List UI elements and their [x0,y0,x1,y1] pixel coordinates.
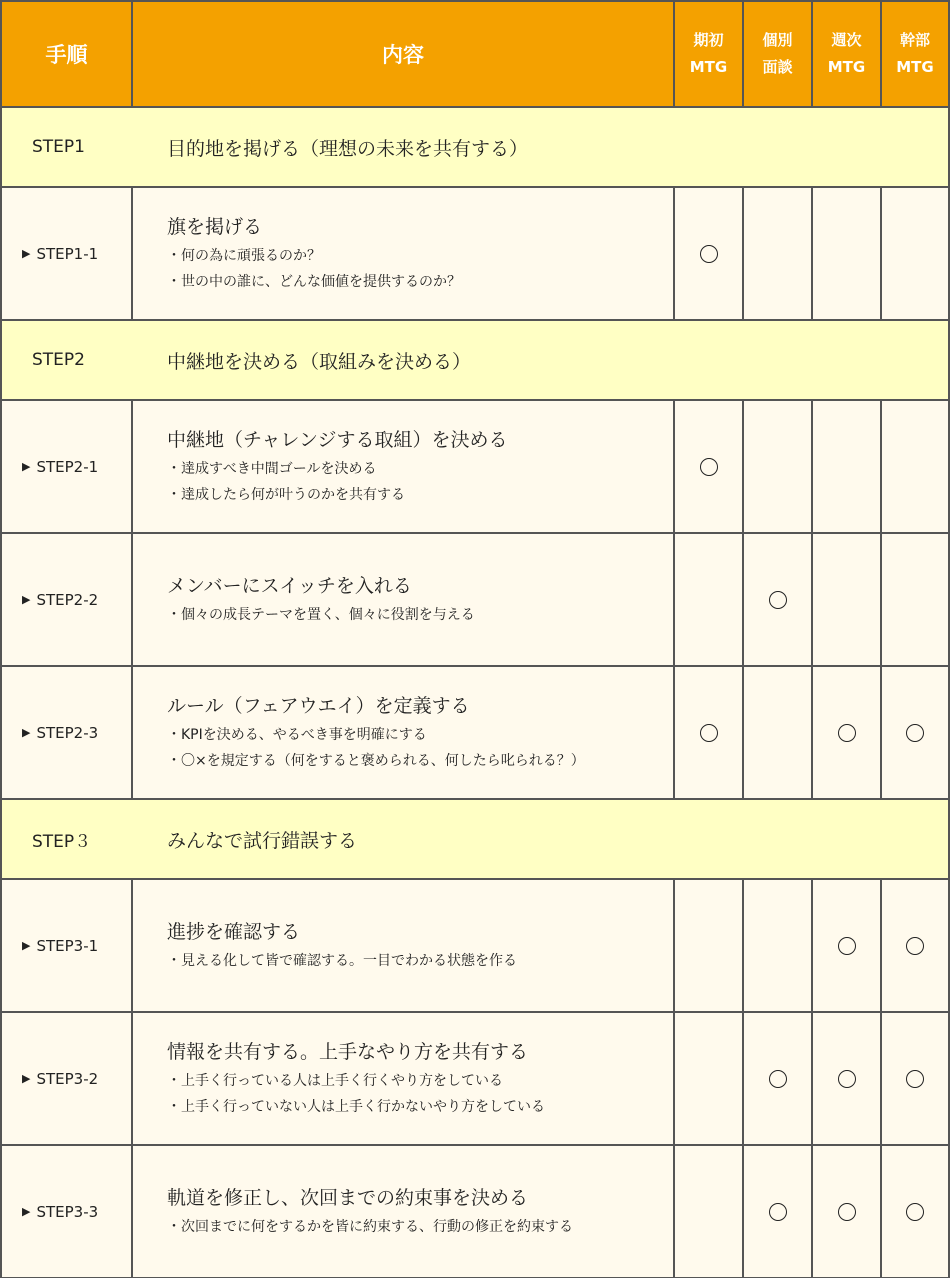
play-arrow-icon: ▶ [22,1072,31,1085]
header-column-line1: 個別 [762,31,793,49]
substep-content-cell [133,401,673,532]
substep-content-cell [133,1146,673,1277]
step-title: 目的地を掲げる（理想の未来を共有する） [167,137,529,160]
substep-bullet: ・KPIを決める、やるべき事を明確にする [167,727,427,743]
header-column-line2: 面談 [762,58,793,76]
substep-bullet: ・達成すべき中間ゴールを決める [167,461,377,477]
substep-title: 中継地（チャレンジする取組）を決める [167,429,508,451]
substep-title: メンバーにスイッチを入れる [167,575,412,597]
step-title: みんなで試行錯誤する [167,829,358,852]
circle-mark-icon [838,1203,856,1221]
substep-content-cell [133,1013,673,1144]
step-title: 中継地を決める（取組みを決める） [167,350,472,373]
mark-cell [675,1013,742,1144]
substep-label-cell [2,401,131,532]
substep-title: 旗を掲げる [167,216,263,238]
mark-cell [675,534,742,665]
substep-label: STEP2-2 [36,590,99,609]
step-row [2,321,948,399]
substep-bullet: ・上手く行っている人は上手く行くやり方をしている [167,1073,503,1089]
substep-content-cell [133,880,673,1011]
step-label: STEP1 [32,137,85,157]
header-column-line1: 幹部 [899,31,930,49]
mark-cell [744,880,811,1011]
substep-content-cell [133,667,673,798]
step-label: STEP３ [32,831,92,852]
substep-bullet: ・個々の成長テーマを置く、個々に役割を与える [167,607,475,623]
header-column-line1: 期初 [693,31,724,49]
circle-mark-icon [769,1070,787,1088]
mark-cell [882,1146,948,1277]
substep-label-cell [2,534,131,665]
mark-cell [744,1013,811,1144]
substep-title: 情報を共有する。上手なやり方を共有する [167,1041,529,1063]
substep-bullet: ・見える化して皆で確認する。一目でわかる状態を作る [167,953,517,969]
circle-mark-icon [769,591,787,609]
mark-cell [882,667,948,798]
circle-mark-icon [769,1203,787,1221]
mark-cell [744,188,811,319]
substep-title: ルール（フェアウエイ）を定義する [167,695,470,717]
mark-cell [675,1146,742,1277]
mark-cell [813,534,880,665]
mark-cell [744,534,811,665]
circle-mark-icon [906,1203,924,1221]
header-column-2 [744,2,811,106]
mark-cell [675,667,742,798]
circle-mark-icon [700,724,718,742]
mark-cell [813,401,880,532]
substep-title: 進捗を確認する [167,921,301,943]
header-column-line2: MTG [689,58,728,76]
header-procedure-label: 手順 [45,43,88,67]
mark-cell [882,401,948,532]
substep-bullet: ・次回までに何をするかを皆に約束する、行動の修正を約束する [167,1219,573,1235]
substep-label: STEP2-1 [36,457,99,476]
substep-label: STEP3-1 [36,936,99,955]
circle-mark-icon [838,724,856,742]
mark-cell [744,1146,811,1277]
play-arrow-icon: ▶ [22,460,31,473]
play-arrow-icon: ▶ [22,939,31,952]
mark-cell [744,667,811,798]
circle-mark-icon [906,724,924,742]
mark-cell [813,188,880,319]
substep-label-cell [2,1146,131,1277]
substep-bullet: ・上手く行っていない人は上手く行かないやり方をしている [167,1099,545,1115]
mark-cell [882,880,948,1011]
play-arrow-icon: ▶ [22,1205,31,1218]
substep-label-cell [2,667,131,798]
mark-cell [744,401,811,532]
mark-cell [813,1146,880,1277]
mark-cell [813,667,880,798]
substep-label-cell [2,1013,131,1144]
mark-cell [882,188,948,319]
substep-label: STEP1-1 [36,244,99,263]
mark-cell [675,401,742,532]
circle-mark-icon [906,937,924,955]
substep-label: STEP3-3 [36,1202,99,1221]
mark-cell [675,188,742,319]
step-row [2,108,948,186]
substep-label: STEP3-2 [36,1069,99,1088]
substep-bullet: ・何の為に頑張るのか？ [167,248,321,264]
substep-bullet: ・達成したら何が叶うのかを共有する [167,487,405,503]
mark-cell [813,880,880,1011]
step-row [2,800,948,878]
play-arrow-icon: ▶ [22,726,31,739]
header-column-1 [675,2,742,106]
substep-label: STEP2-3 [36,723,99,742]
circle-mark-icon [838,937,856,955]
circle-mark-icon [838,1070,856,1088]
circle-mark-icon [700,458,718,476]
circle-mark-icon [906,1070,924,1088]
circle-mark-icon [700,245,718,263]
header-column-4 [882,2,948,106]
table-grid [2,2,948,1276]
header-contents-label: 内容 [382,43,424,67]
substep-content-cell [133,534,673,665]
mark-cell [882,534,948,665]
substep-title: 軌道を修正し、次回までの約束事を決める [167,1187,529,1209]
substep-content-cell [133,188,673,319]
header-column-line2: MTG [896,58,934,76]
mark-cell [813,1013,880,1144]
substep-bullet: ・〇×を規定する（何をすると褒められる、何したら叱られる？） [167,753,585,769]
header-column-line2: MTG [827,58,866,76]
play-arrow-icon: ▶ [22,593,31,606]
header-column-3 [813,2,880,106]
header-procedure [2,2,131,106]
substep-label-cell [2,188,131,319]
step-label: STEP2 [32,350,85,370]
header-contents [133,2,673,106]
mark-cell [675,880,742,1011]
play-arrow-icon: ▶ [22,247,31,260]
mark-cell [882,1013,948,1144]
substep-label-cell [2,880,131,1011]
header-column-line1: 週次 [831,31,862,49]
substep-bullet: ・世の中の誰に、どんな価値を提供するのか？ [167,274,461,290]
